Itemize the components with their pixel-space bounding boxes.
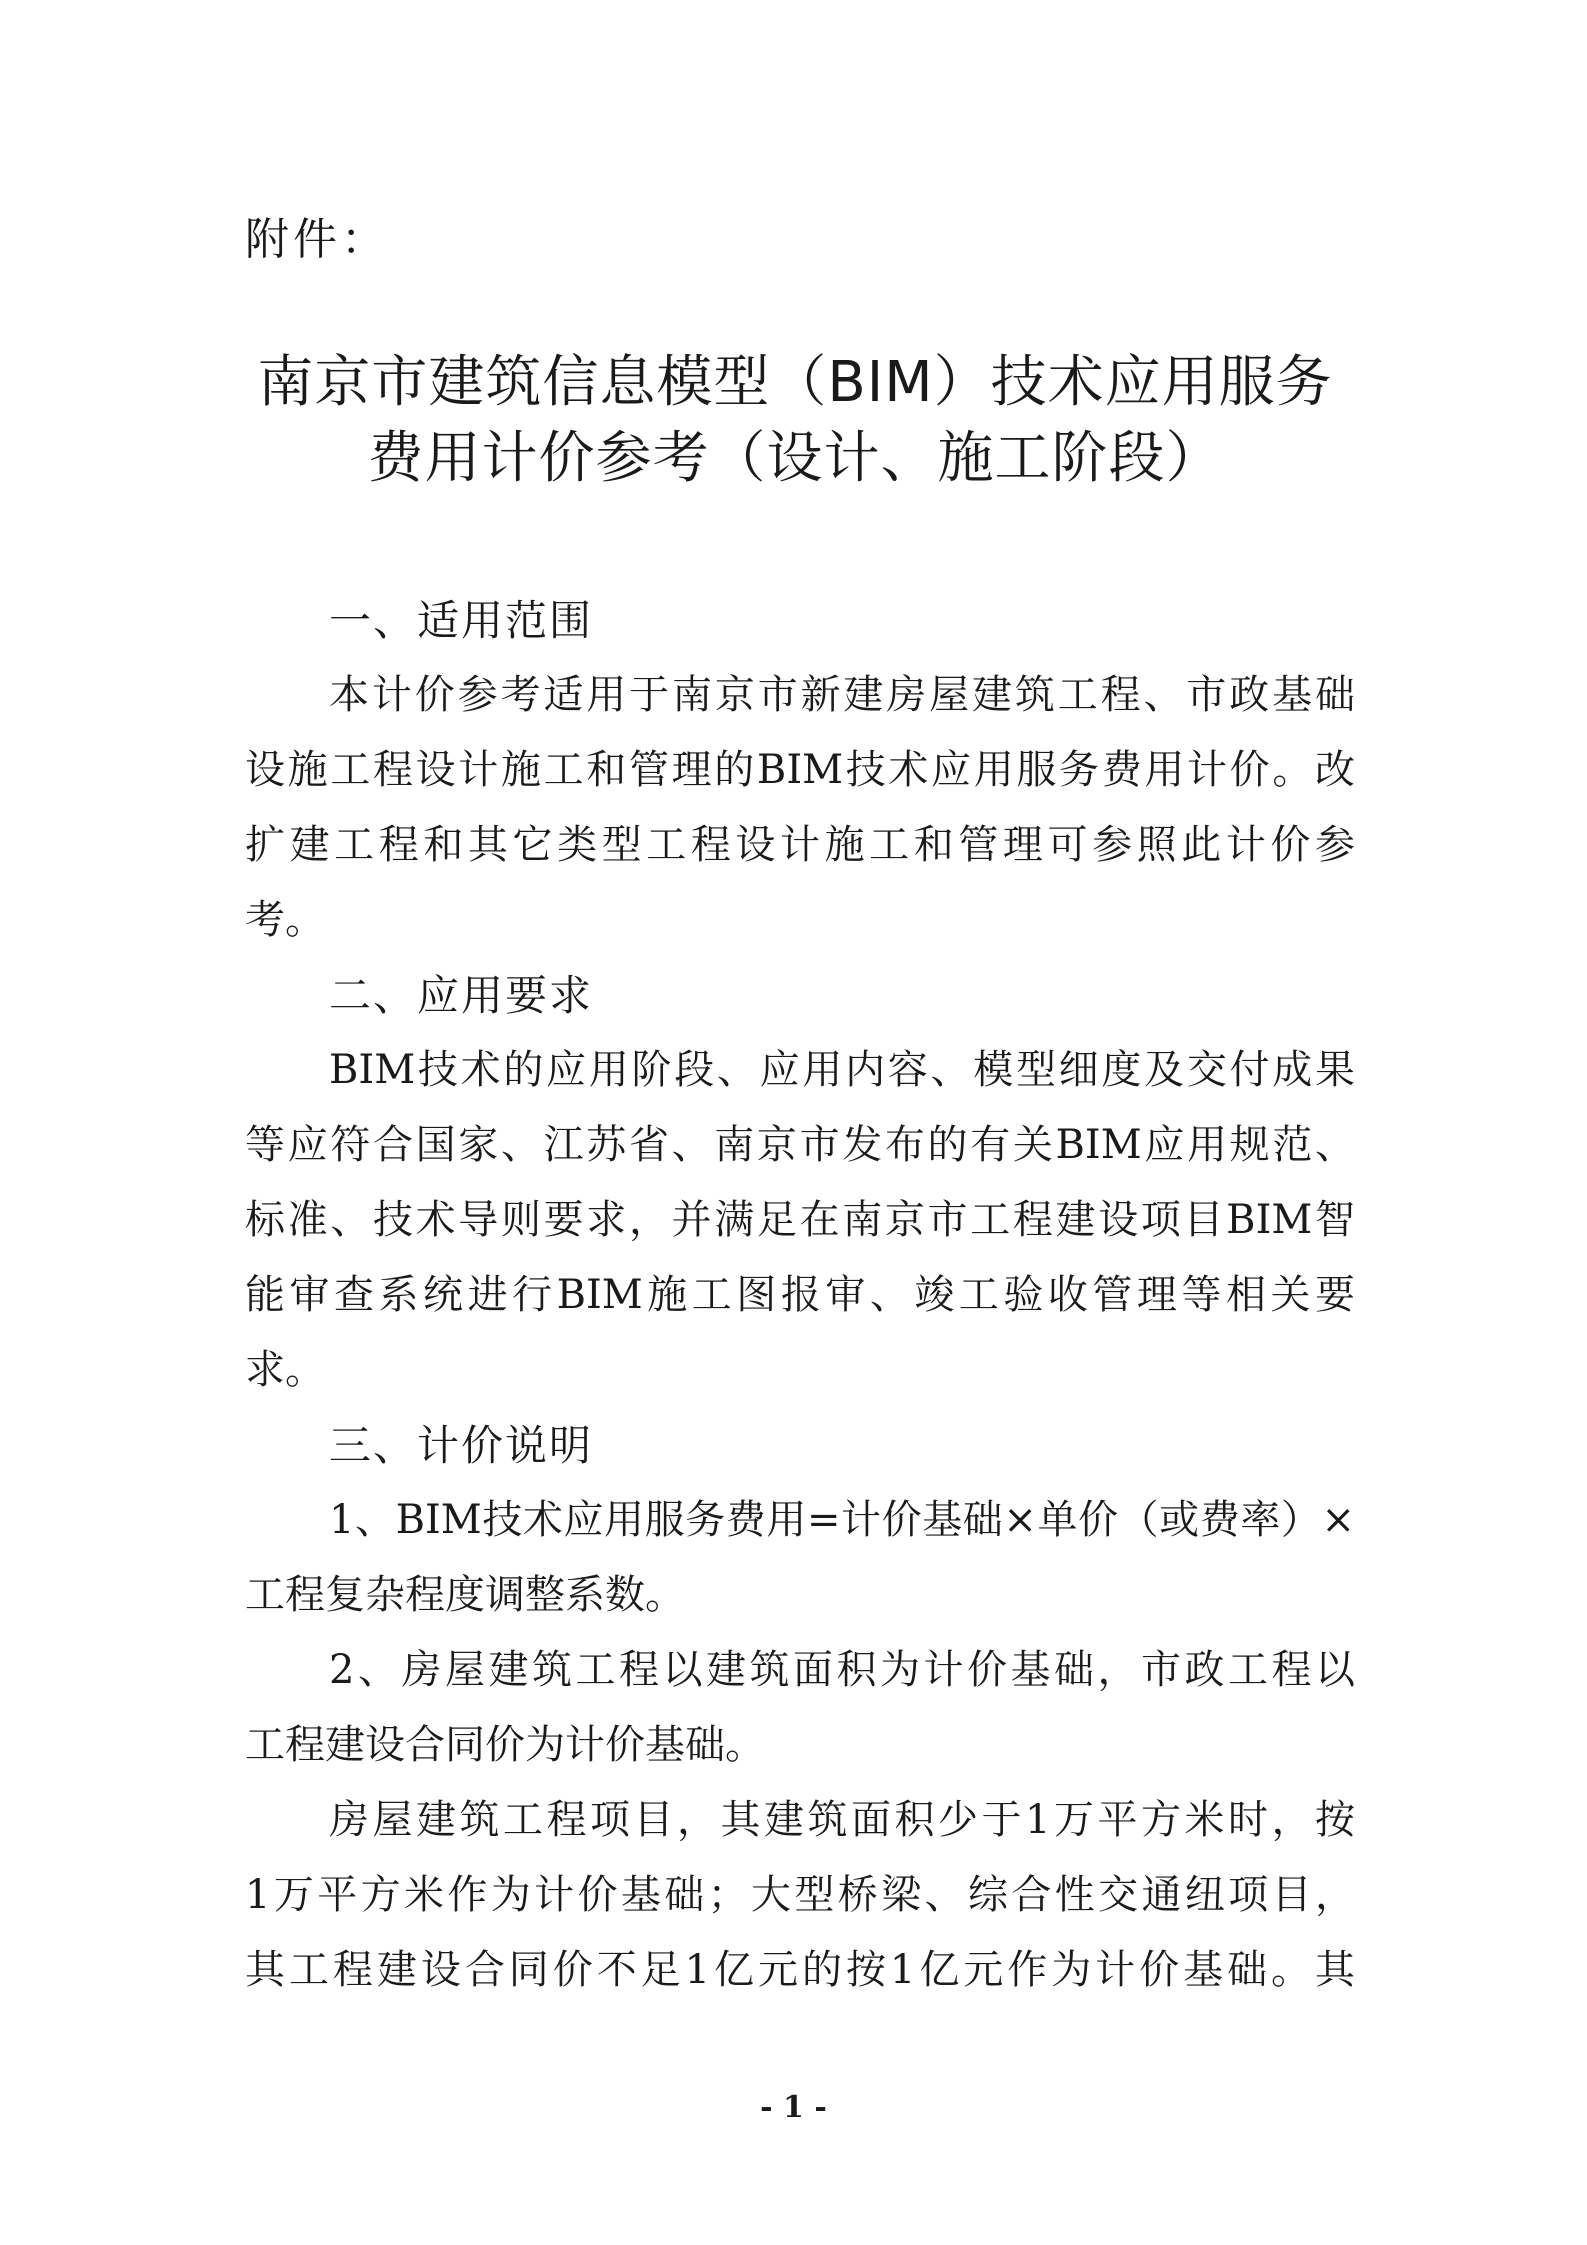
paragraph-line: 求。 [245,1347,325,1393]
paragraph [245,658,1355,958]
paragraph-line: 工程复杂程度调整系数。 [245,1572,685,1618]
title-line-1: 南京市建筑信息模型（BIM）技术应用服务 [257,350,1333,415]
document-title [180,345,1410,497]
paragraph-line: 房屋建筑工程项目，其建筑面积少于1万平方米时，按 [329,1797,1355,1843]
paragraph [245,1783,1355,2008]
paragraph-line: 其工程建设合同价不足1亿元的按1亿元作为计价基础。其 [245,1947,1355,1993]
paragraph-line: 本计价参考适用于南京市新建房屋建筑工程、市政基础 [329,672,1355,718]
paragraph-line: 设施工程设计施工和管理的BIM技术应用服务费用计价。改 [245,747,1355,793]
paragraph-line: BIM技术的应用阶段、应用内容、模型细度及交付成果 [329,1047,1355,1093]
paragraph-line: 能审查系统进行BIM施工图报审、竣工验收管理等相关要 [245,1272,1355,1318]
paragraph-line: 等应符合国家、江苏省、南京市发布的有关BIM应用规范、 [245,1122,1355,1168]
paragraph [245,1633,1355,1783]
section-heading: 三、计价说明 [329,1421,594,1470]
attachment-label: 附件： [245,214,389,265]
paragraph-line: 1万平方米作为计价基础；大型桥梁、综合性交通纽项目， [245,1872,1355,1918]
paragraph [245,1483,1355,1633]
paragraph-line: 标准、技术导则要求，并满足在南京市工程建设项目BIM智 [245,1197,1355,1243]
title-line-2: 费用计价参考（设计、施工阶段） [367,426,1223,491]
paragraph-line: 1、BIM技术应用服务费用=计价基础×单价（或费率）× [329,1497,1355,1543]
paragraph [245,1033,1355,1408]
page-number: - 1 - [760,2090,827,2125]
section-heading: 二、应用要求 [329,971,594,1020]
document-body [245,583,1355,2008]
paragraph-line: 扩建工程和其它类型工程设计施工和管理可参照此计价参 [245,822,1355,868]
paragraph-line: 2、房屋建筑工程以建筑面积为计价基础，市政工程以 [329,1647,1355,1693]
paragraph-line: 工程建设合同价为计价基础。 [245,1722,765,1768]
section-heading: 一、适用范围 [329,596,594,645]
paragraph-line: 考。 [245,897,325,943]
